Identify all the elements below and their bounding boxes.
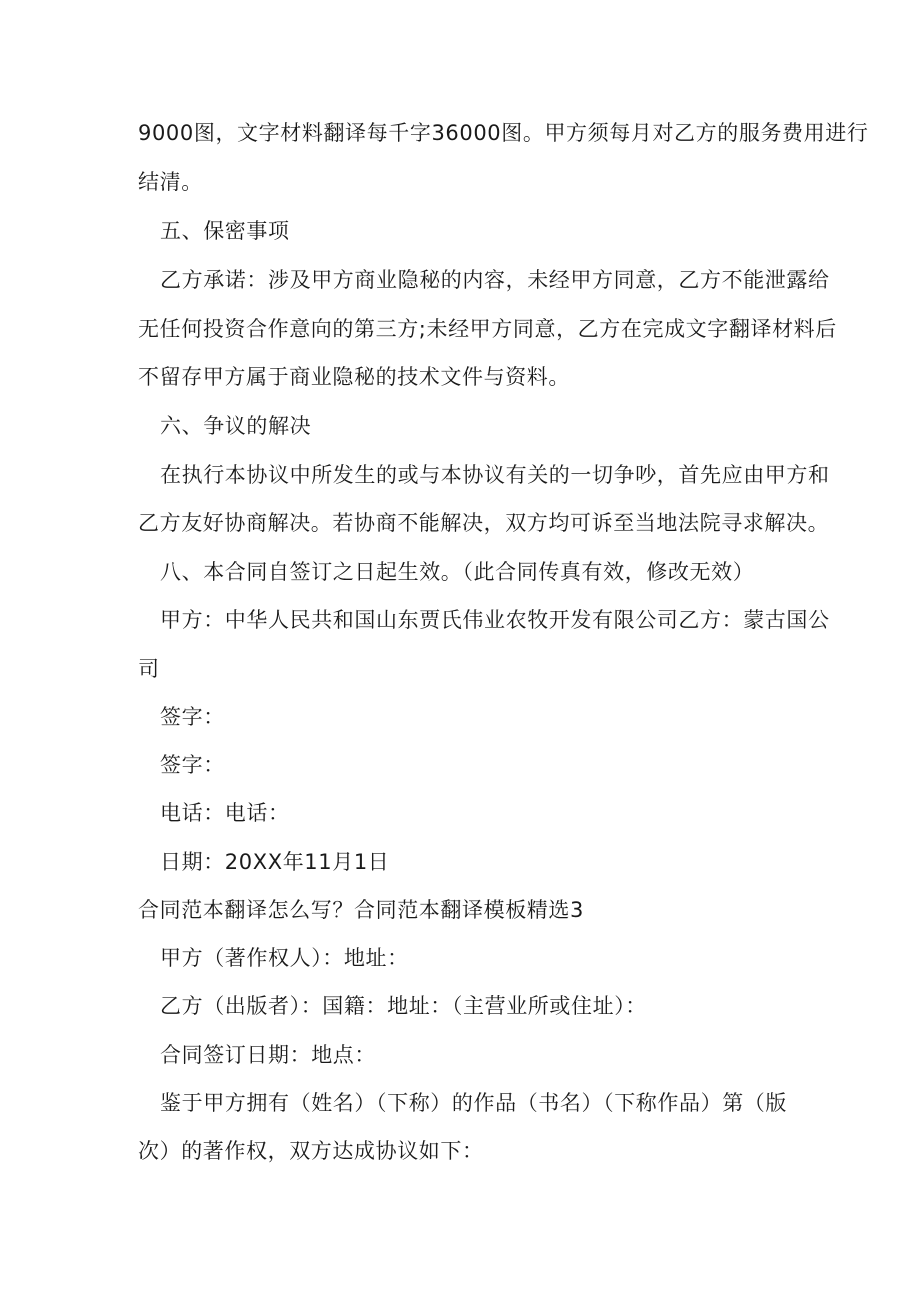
paragraph-confidentiality-line-1: 乙方承诺：涉及甲方商业隐秘的内容，未经甲方同意，乙方不能泄露给 — [160, 268, 830, 292]
date-line: 日期：20XX年11月1日 — [160, 850, 390, 874]
paragraph-confidentiality-line-2: 无任何投资合作意向的第三方;未经甲方同意，乙方在完成文字翻译材料后 — [138, 317, 837, 341]
paragraph-confidentiality-line-3: 不留存甲方属于商业隐秘的技术文件与资料。 — [138, 365, 570, 389]
parties-line-2: 司 — [138, 657, 160, 681]
party-b-publisher: 乙方（出版者）：国籍：地址：（主营业所或住址）： — [160, 994, 647, 1018]
phone-line: 电话：电话： — [160, 801, 290, 825]
recital-line-2: 次）的著作权，双方达成协议如下： — [138, 1139, 484, 1163]
heading-confidentiality: 五、保密事项 — [160, 219, 290, 243]
paragraph-fee-line-1: 9000图，文字材料翻译每千字36000图。甲方须每月对乙方的服务费用进行 — [138, 121, 869, 145]
paragraph-dispute-line-1: 在执行本协议中所发生的或与本协议有关的一切争吵，首先应由甲方和 — [160, 463, 830, 487]
signature-b: 签字： — [160, 753, 225, 777]
signature-a: 签字： — [160, 705, 225, 729]
paragraph-dispute-line-2: 乙方友好协商解决。若协商不能解决，双方均可诉至当地法院寻求解决。 — [138, 511, 830, 535]
clause-effective: 八、本合同自签订之日起生效。（此合同传真有效，修改无效） — [160, 560, 755, 584]
party-a-copyright-holder: 甲方（著作权人）：地址： — [160, 946, 409, 970]
heading-dispute: 六、争议的解决 — [160, 414, 312, 438]
parties-line-1: 甲方：中华人民共和国山东贾氏伟业农牧开发有限公司乙方：蒙古国公 — [160, 608, 830, 632]
section-title-template-3: 合同范本翻译怎么写？合同范本翻译模板精选3 — [138, 898, 584, 922]
contract-date-place: 合同签订日期：地点： — [160, 1043, 376, 1067]
paragraph-fee-line-2: 结清。 — [138, 170, 203, 194]
recital-line-1: 鉴于甲方拥有（姓名）（下称）的作品（书名）（下称作品）第（版 — [160, 1091, 787, 1115]
